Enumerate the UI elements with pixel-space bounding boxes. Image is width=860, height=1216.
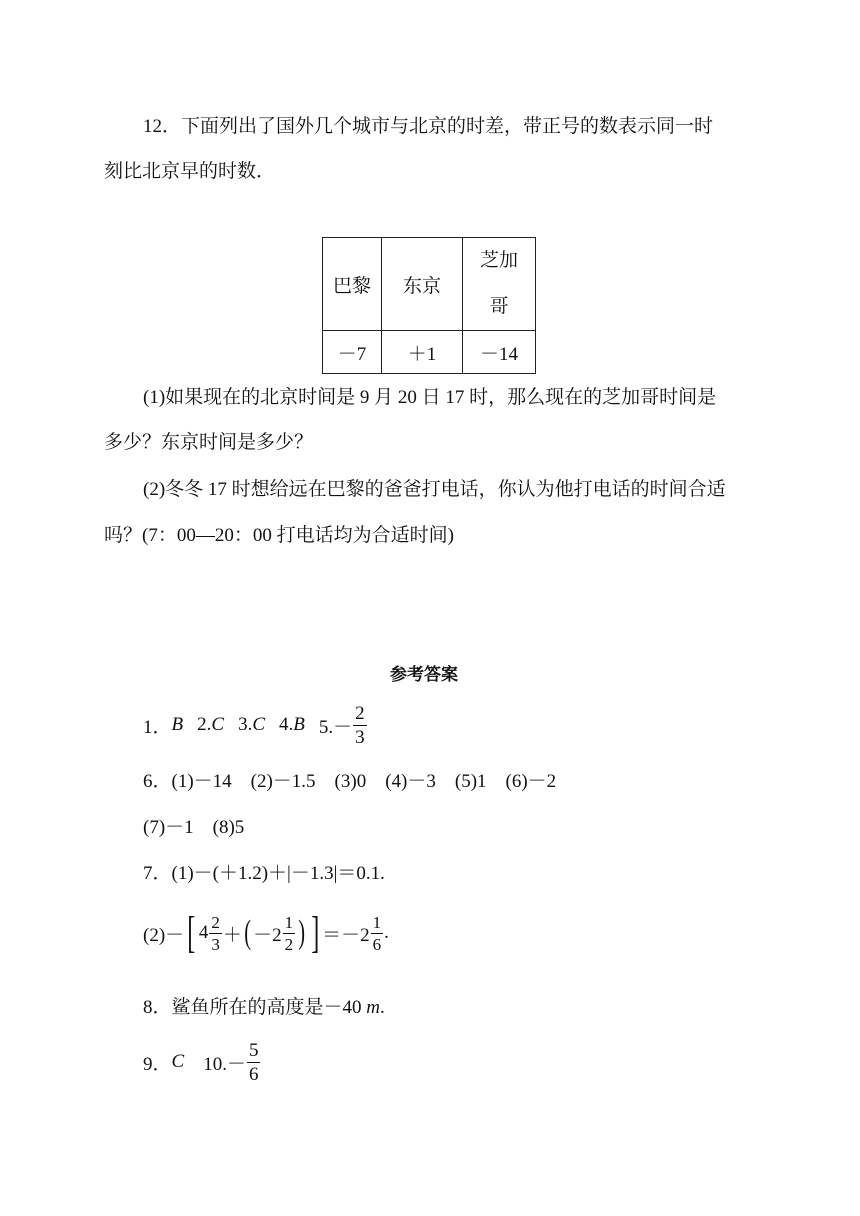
a3-prefix: 3. xyxy=(238,714,253,735)
a5-numerator: 2 xyxy=(355,702,365,724)
left-paren-icon: ( xyxy=(244,914,251,951)
a4-letter: B xyxy=(293,714,305,735)
a10-prefix: 10.－ xyxy=(184,1053,246,1075)
value-chicago: －14 xyxy=(463,331,536,374)
a10-fraction xyxy=(247,1041,261,1084)
answer-7-part2 xyxy=(143,898,389,968)
a1-letter: B xyxy=(171,714,184,735)
header-tokyo: 东京 xyxy=(382,238,463,331)
q12-part1-line1: (1)如果现在的北京时间是 9 月 20 日 17 时，那么现在的芝加哥时间是 xyxy=(143,387,717,408)
a7-2-fraction2 xyxy=(283,914,296,953)
answers-title: 参考答案 xyxy=(390,665,458,685)
q12-part1-line2: 多少？东京时间是多少？ xyxy=(104,432,314,453)
a7-2-whole1: 4 xyxy=(198,922,209,943)
a7-2-equals: ＝－2 xyxy=(322,924,370,946)
right-paren-icon: ) xyxy=(298,914,306,951)
a8-text: 8．鲨鱼所在的高度是－40 xyxy=(143,997,367,1018)
answer-1-5 xyxy=(143,700,368,750)
a3-letter: C xyxy=(252,714,265,735)
value-paris: －7 xyxy=(323,331,382,374)
a7-2-num3: 1 xyxy=(372,912,382,932)
answer-8 xyxy=(143,998,385,1017)
a8-unit: m xyxy=(366,997,380,1018)
a2-prefix: 2. xyxy=(197,714,212,735)
right-bracket-icon: ] xyxy=(310,908,319,957)
a7-2-den2: 2 xyxy=(284,934,294,954)
q12-line2: 刻比北京早的时数． xyxy=(104,161,276,182)
a7-2-fraction1 xyxy=(209,914,222,953)
q12-part2-line2: 吗？(7：00—20：00 打电话均为合适时间) xyxy=(104,525,454,546)
a5-prefix: 5.－ xyxy=(318,716,353,738)
a7-2-end: . xyxy=(384,922,389,943)
header-chicago-line2: 哥 xyxy=(489,296,509,317)
a9-letter: C xyxy=(171,1051,185,1072)
left-bracket-icon: [ xyxy=(187,908,196,957)
a7-2-plus: ＋ xyxy=(222,924,242,946)
answer-9-10 xyxy=(143,1037,261,1087)
answer-6-line1: 6．(1)－14 (2)－1.5 (3)0 (4)－3 (5)1 (6)－2 xyxy=(143,771,557,792)
a10-denominator: 6 xyxy=(248,1063,259,1085)
a4-prefix: 4. xyxy=(279,714,294,735)
a7-2-num2: 1 xyxy=(284,912,294,932)
answer-6-line2: (7)－1 (8)5 xyxy=(143,817,245,838)
header-chicago xyxy=(463,238,536,331)
a7-2-prefix: (2)－ xyxy=(143,924,185,946)
a5-denominator: 3 xyxy=(355,726,365,748)
a5-fraction xyxy=(353,704,367,747)
a8-end: . xyxy=(380,997,385,1018)
a7-2-num1: 2 xyxy=(211,912,220,932)
a7-2-den1: 3 xyxy=(211,934,220,954)
q12-part2-line1: (2)冬冬 17 时想给远在巴黎的爸爸打电话，你认为他打电话的时间合适 xyxy=(143,479,726,500)
q12-line1: 12．下面列出了国外几个城市与北京的时差，带正号的数表示同一时 xyxy=(143,116,714,137)
a10-numerator: 5 xyxy=(248,1039,259,1061)
a7-2-minus2: －2 xyxy=(253,924,282,946)
header-paris: 巴黎 xyxy=(323,238,382,331)
header-chicago-line1: 芝加 xyxy=(479,250,518,271)
a7-2-den3: 6 xyxy=(372,934,382,954)
answer-7-part1: 7．(1)－(＋1.2)＋|－1.3|＝0.1. xyxy=(143,863,385,884)
a7-2-fraction3 xyxy=(371,914,384,953)
a2-letter: C xyxy=(211,714,225,735)
a1-prefix: 1． xyxy=(143,716,172,738)
a9-prefix: 9． xyxy=(143,1053,172,1075)
time-difference-table xyxy=(322,237,536,374)
value-tokyo: ＋1 xyxy=(382,331,463,374)
